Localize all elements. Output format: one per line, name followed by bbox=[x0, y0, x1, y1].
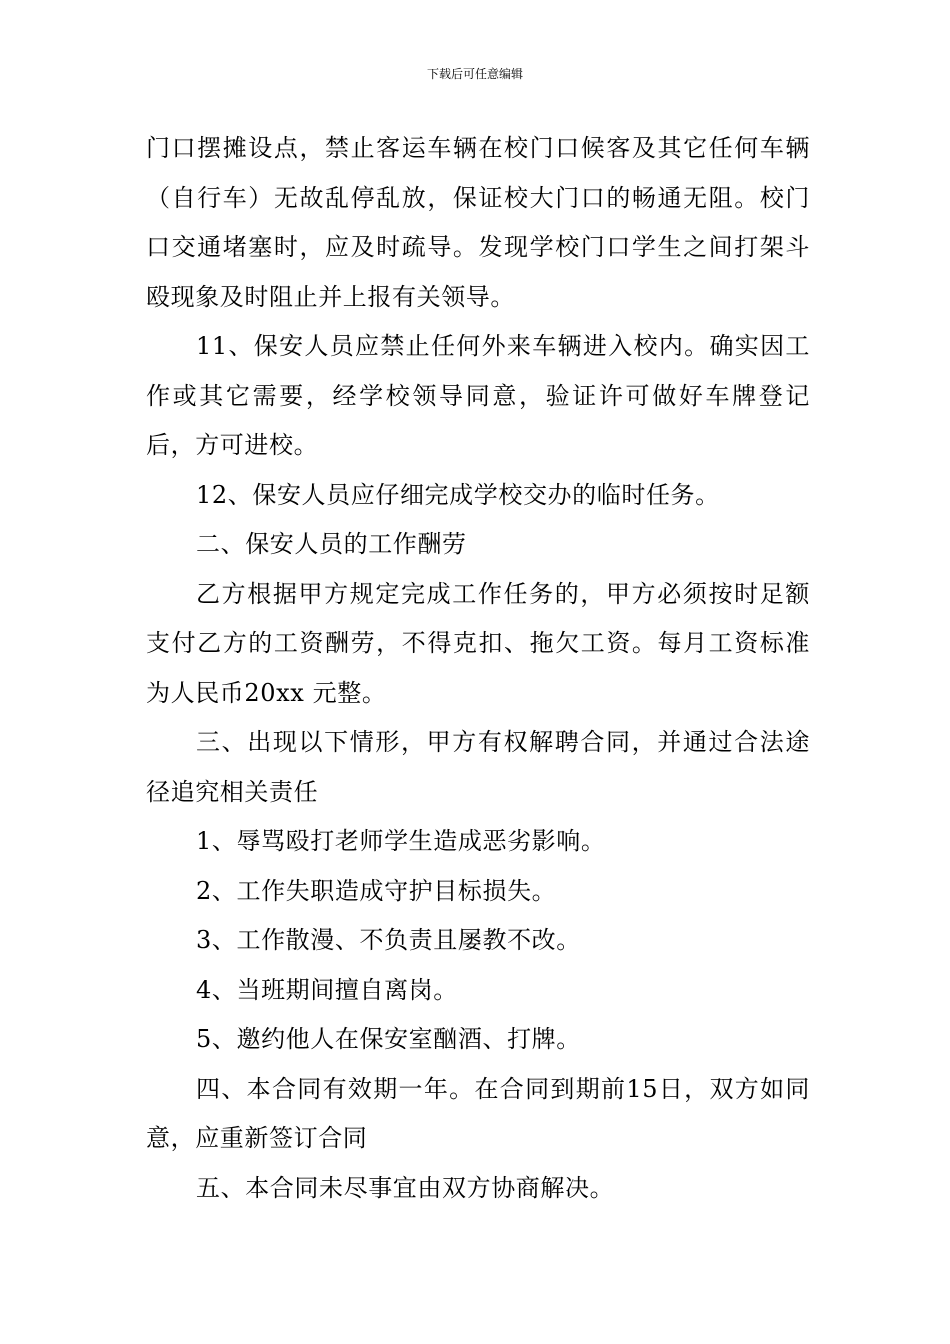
paragraph-salary: 乙方根据甲方规定完成工作任务的，甲方必须按时足额支付乙方的工资酬劳，不得克扣、拖欠工资。每月工资标准为人民币20xx 元整。 bbox=[146, 579, 810, 707]
page-header: 下载后可任意编辑 bbox=[426, 67, 523, 81]
list-item-2: 2、工作失职造成守护目标损失。 bbox=[196, 876, 557, 905]
paragraph-item-12: 12、保安人员应仔细完成学校交办的临时任务。 bbox=[196, 480, 720, 509]
list-item-5: 5、邀约他人在保安室酗酒、打牌。 bbox=[196, 1025, 581, 1053]
section-heading-3: 三、出现以下情形，甲方有权解聘合同，并通过合法途径追究相关责任 bbox=[146, 728, 810, 806]
section-heading-5: 五、本合同未尽事宜由双方协商解决。 bbox=[196, 1173, 615, 1202]
paragraph-item-11: 11、保安人员应禁止任何外来车辆进入校内。确实因工作或其它需要，经学校领导同意，验证许可做好车牌登记后，方可进校。 bbox=[146, 332, 810, 459]
section-heading-2: 二、保安人员的工作酬劳 bbox=[196, 530, 467, 558]
paragraph-continuation: 门口摆摊设点，禁止客运车辆在校门口候客及其它任何车辆（自行车）无故乱停乱放，保证校大门口的畅通无阻。校门口交通堵塞时，应及时疏导。发现学校门口学生之间打架斗殴现象及时阻止并上报有关领导。 bbox=[146, 134, 810, 311]
list-item-4: 4、当班期间擅自离岗。 bbox=[196, 975, 458, 1004]
list-item-3: 3、工作散漫、不负责且屡教不改。 bbox=[196, 926, 581, 954]
document-body bbox=[146, 124, 810, 1213]
list-item-1: 1、辱骂殴打老师学生造成恶劣影响。 bbox=[196, 827, 606, 855]
section-heading-4: 四、本合同有效期一年。在合同到期前15日，双方如同意，应重新签订合同 bbox=[146, 1074, 810, 1152]
